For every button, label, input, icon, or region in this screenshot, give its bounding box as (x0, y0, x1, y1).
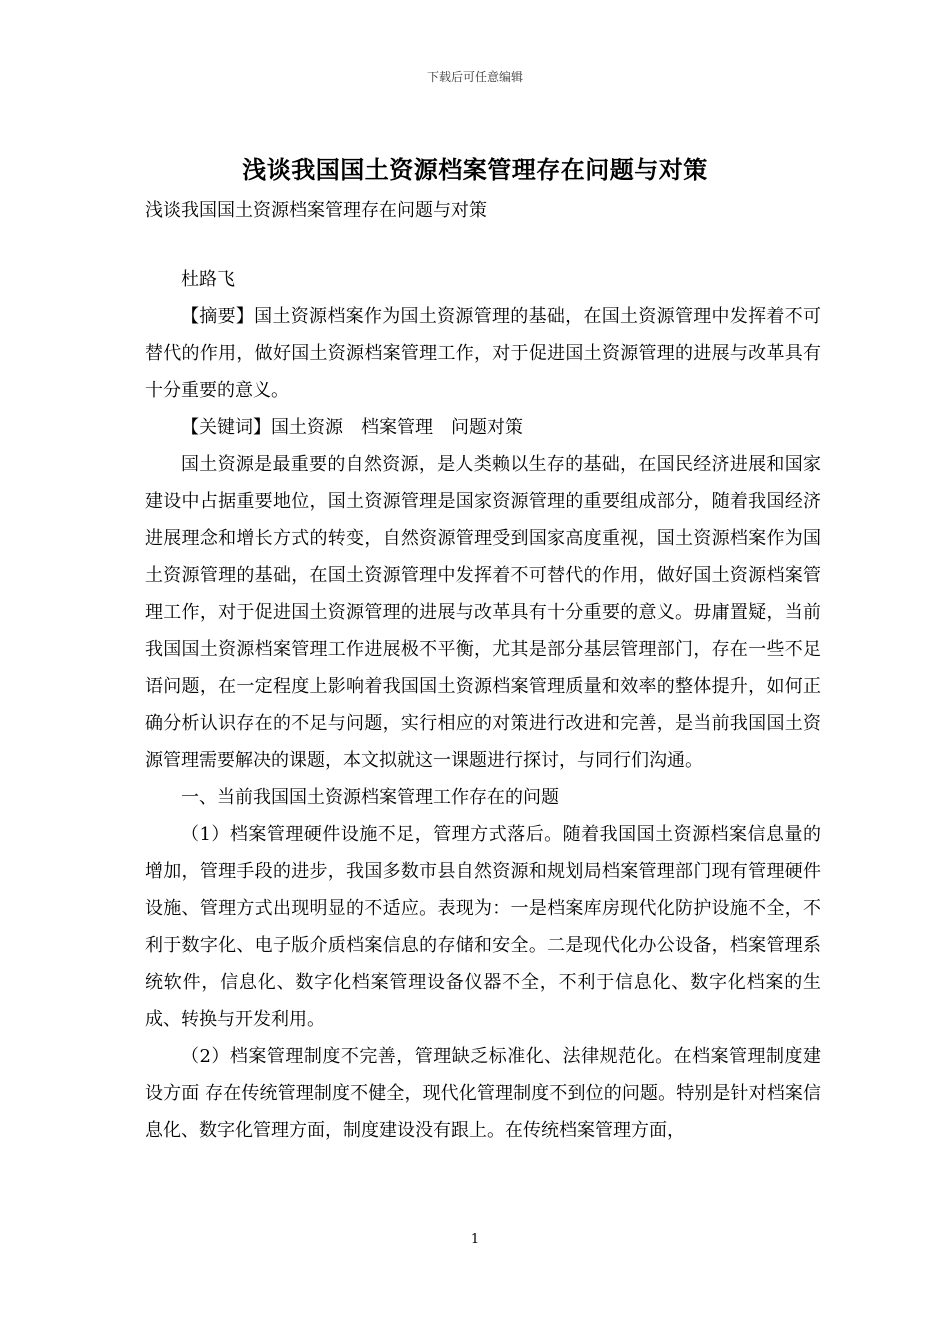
author-name: 杜路飞 (181, 269, 235, 290)
intro-paragraph: 国土资源是最重要的自然资源，是人类赖以生存的基础，在国民经济进展和国家建设中占据重要地位，国土资源管理是国家资源管理的重要组成部分，随着我国经济进展理念和增长方式的转变，自然资源管理受到国家高度重视，国土资源档案作为国土资源管理的基础，在国土资源管理中发挥着不可替代的作用，做好国土资源档案管理工作，对于促进国土资源管理的进展与改革具有十分重要的意义。毋庸置疑，当前我国国土资源档案管理工作进展极不平衡，尤其是部分基层管理部门，存在一些不足语问题，在一定程度上影响着我国国土资源档案管理质量和效率的整体提升，如何正确分析认识存在的不足与问题，实行相应的对策进行改进和完善，是当前我国国土资源管理需要解决的课题，本文拟就这一课题进行探讨，与同行们沟通。 (145, 454, 821, 771)
page-number: 1 (470, 1232, 480, 1247)
document-subtitle: 浅谈我国国土资源档案管理存在问题与对策 (145, 200, 487, 221)
section-heading: 一、当前我国国土资源档案管理工作存在的问题 (181, 787, 559, 808)
page-header: 下载后可任意编辑 (426, 70, 523, 84)
document-title: 浅谈我国国土资源档案管理存在问题与对策 (242, 155, 708, 184)
item-paragraph-2: （2）档案管理制度不完善，管理缺乏标准化、法律规范化。在档案管理制度建设方面 存在传统管理制度不健全，现代化管理制度不到位的问题。特别是针对档案信息化、数字化管理方面，制度建设没有跟上。在传统档案管理方面， (145, 1046, 821, 1141)
abstract-paragraph: 【摘要】国土资源档案作为国土资源管理的基础，在国土资源管理中发挥着不可替代的作用，做好国土资源档案管理工作，对于促进国土资源管理的进展与改革具有十分重要的意义。 (145, 306, 821, 401)
keywords-paragraph: 【关键词】国土资源 档案管理 问题对策 (181, 417, 523, 438)
document-body (145, 192, 821, 1149)
item-paragraph-1: （1）档案管理硬件设施不足，管理方式落后。随着我国国土资源档案信息量的增加，管理手段的进步，我国多数市县自然资源和规划局档案管理部门现有管理硬件设施、管理方式出现明显的不适应。表现为：一是档案库房现代化防护设施不全，不利于数字化、电子版介质档案信息的存储和安全。二是现代化办公设备，档案管理系统软件，信息化、数字化档案管理设备仪器不全，不利于信息化、数字化档案的生成、转换与开发利用。 (145, 824, 821, 1030)
